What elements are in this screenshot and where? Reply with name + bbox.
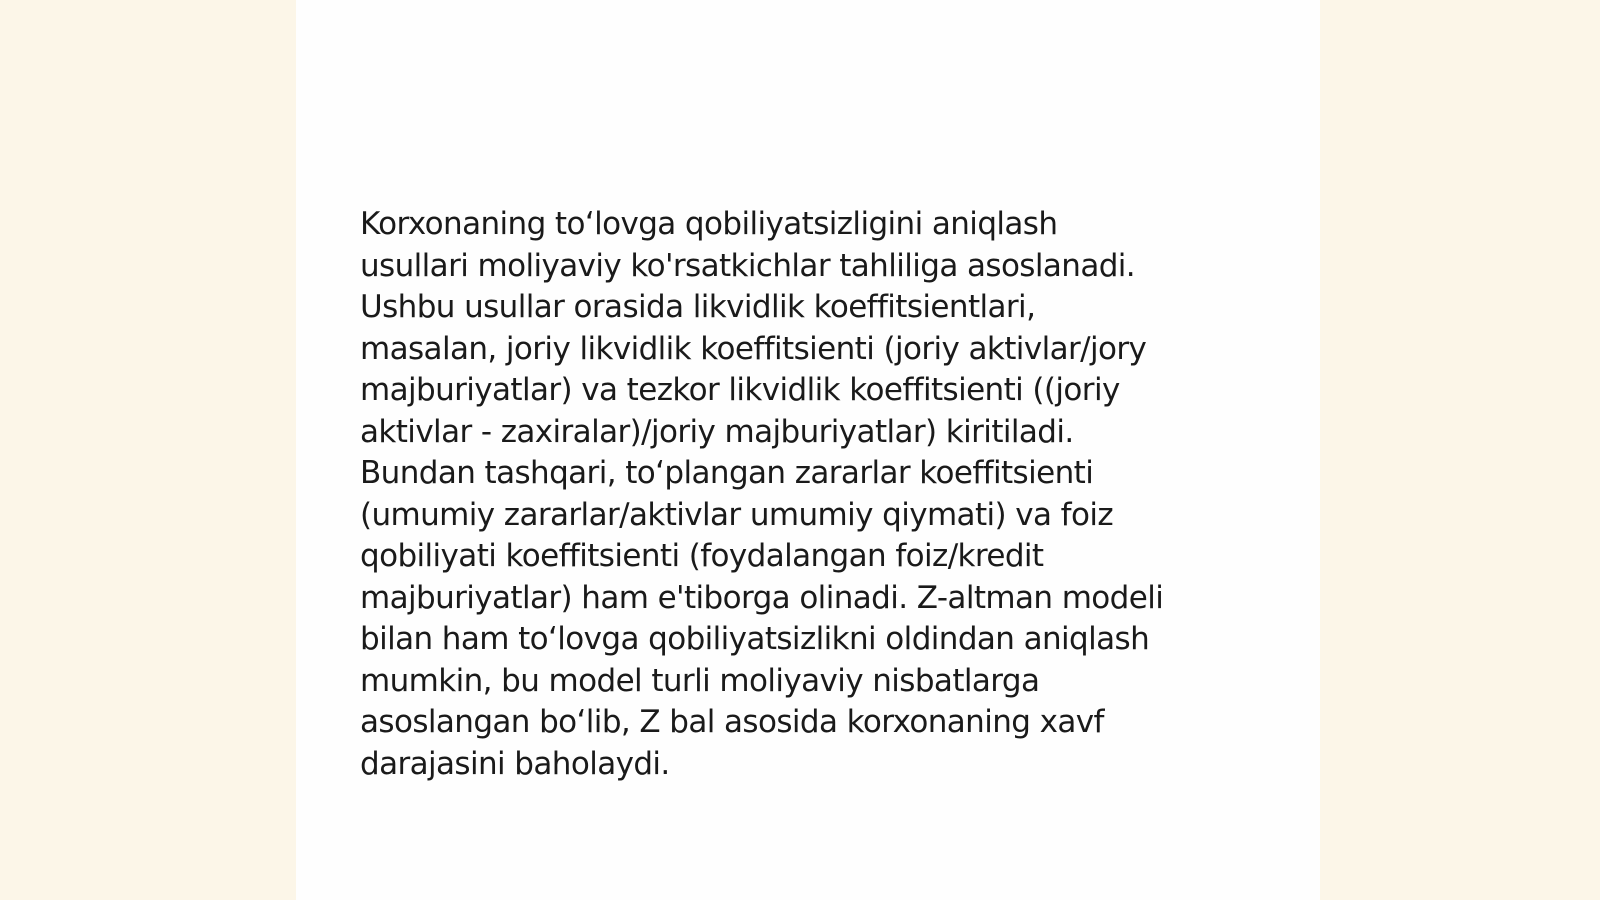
paragraph-line: mumkin, bu model turli moliyaviy nisbatlarga — [360, 662, 1040, 699]
paragraph-line: aktivlar - zaxiralar)/joriy majburiyatlar) kiritiladi. — [360, 413, 1074, 450]
paragraph-line: majburiyatlar) ham e'tiborga olinadi. Z-altman modeli — [360, 579, 1164, 616]
document-page — [296, 0, 1320, 900]
paragraph-line: Bundan tashqari, to‘plangan zararlar koeffitsienti — [360, 455, 1094, 491]
paragraph-line: Korxonaning to‘lovga qobiliyatsizligini aniqlash — [360, 206, 1058, 242]
paragraph-line: bilan ham to‘lovga qobiliyatsizlikni oldindan aniqlash — [360, 621, 1150, 657]
paragraph-line: darajasini baholaydi. — [360, 745, 670, 782]
paragraph-line: asoslangan bo‘lib, Z bal asosida korxonaning xavf — [360, 704, 1104, 740]
body-paragraph — [360, 204, 1260, 785]
paragraph-line: (umumiy zararlar/aktivlar umumiy qiymati) va foiz — [360, 496, 1114, 533]
paragraph-line: masalan, joriy likvidlik koeffitsienti (joriy aktivlar/jory — [360, 330, 1147, 367]
paragraph-line: usullari moliyaviy ko'rsatkichlar tahliliga asoslanadi. — [360, 247, 1136, 284]
paragraph-line: Ushbu usullar orasida likvidlik koeffitsientlari, — [360, 289, 1036, 325]
paragraph-line: majburiyatlar) va tezkor likvidlik koeffitsienti ((joriy — [360, 372, 1120, 408]
paragraph-line: qobiliyati koeffitsienti (foydalangan foiz/kredit — [360, 538, 1044, 574]
